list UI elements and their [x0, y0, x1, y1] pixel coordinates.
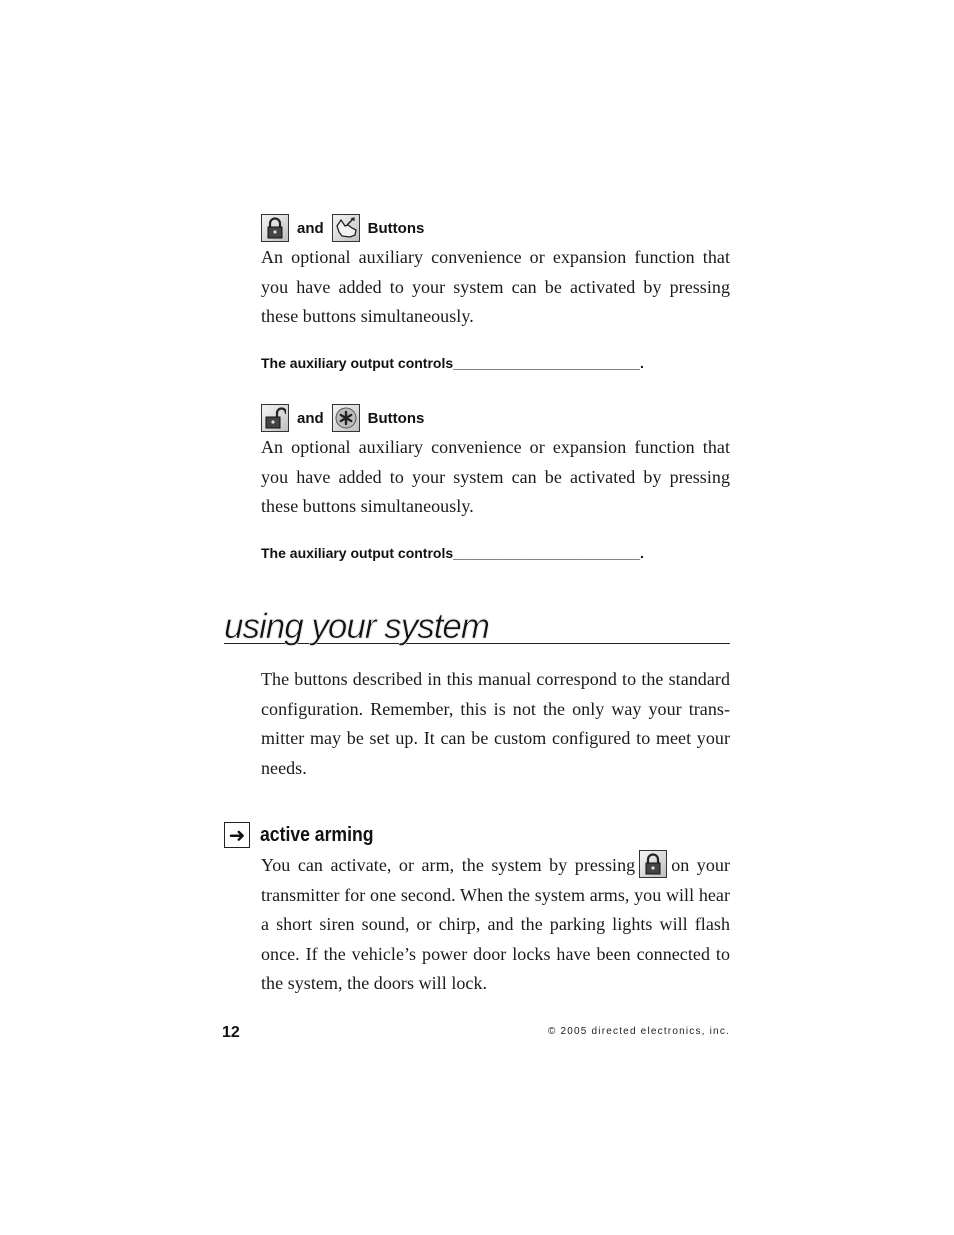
lock-trunk-heading — [261, 213, 730, 243]
aux-description: An optional auxiliary convenience or expansion function that you have added to your system can be activated by pressing these buttons simultaneously. — [261, 247, 730, 326]
and-label: and — [297, 219, 324, 237]
active-arming-text-start: You can activate, or arm, the system by pressing — [261, 855, 636, 875]
lock-icon — [639, 850, 667, 878]
aux-description: An optional auxiliary convenience or expansion function that you have added to your system can be activated by pressing these buttons simultaneously. — [261, 437, 730, 516]
page-number: 12 — [222, 1024, 240, 1041]
trunk-icon — [332, 214, 360, 242]
lock-icon — [261, 214, 289, 242]
using-intro-text: The buttons described in this manual correspond to the standard configuration. Remember, this is not the only way your trans-mitter may be set up. It can be custom configured to meet your needs. — [261, 669, 730, 778]
unlock-icon — [261, 404, 289, 432]
aux-output-controls-line: The auxiliary output controls________________________. — [261, 354, 644, 371]
buttons-label: Buttons — [367, 409, 425, 427]
star-icon — [332, 404, 360, 432]
section-title — [224, 607, 730, 644]
active-arming-heading — [224, 821, 389, 849]
arrow-right-icon: ➜ — [224, 822, 250, 848]
aux-section-1 — [261, 213, 730, 371]
aux-output-controls-line: The auxiliary output controls________________________. — [261, 544, 644, 561]
section-title-text: using your system — [224, 607, 490, 646]
buttons-label: Buttons — [367, 219, 425, 237]
active-arming-text — [261, 851, 730, 999]
unlock-star-heading — [261, 403, 730, 433]
aux-section-2 — [261, 403, 730, 561]
and-label: and — [297, 409, 324, 427]
active-arming-title: active arming — [260, 823, 374, 846]
active-arming-section — [261, 851, 730, 999]
using-intro — [261, 665, 730, 783]
copyright-notice: © 2005 directed electronics, inc. — [547, 1026, 730, 1037]
active-arming-text-end: on your transmitter for one second. When the system arms, you will hear a short siren sound, or chirp, and the parking lights will flash once. If the vehicle’s power door locks have been connected to the system, the doors will lock. — [261, 855, 730, 993]
